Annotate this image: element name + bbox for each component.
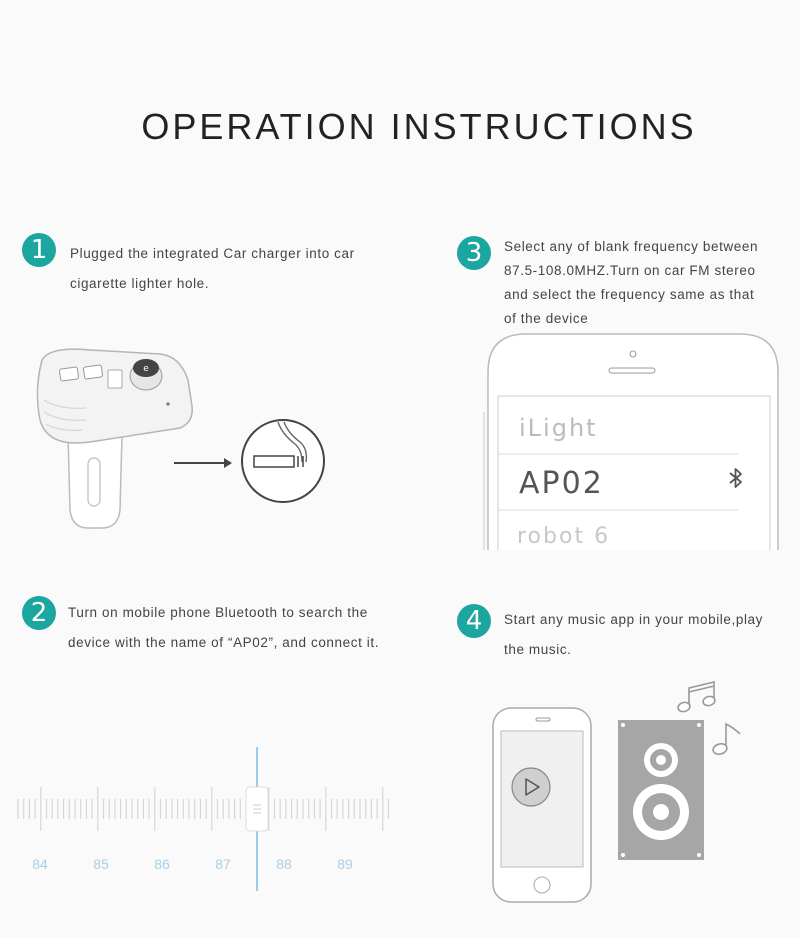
- step-4-line-2: the music.: [504, 642, 572, 657]
- step-3-text: [504, 235, 758, 331]
- step-1-badge: 1: [22, 233, 56, 267]
- speaker-icon: [618, 720, 704, 860]
- frequency-tick-label: 89: [337, 856, 353, 872]
- step-3-line-4: of the device: [504, 311, 589, 326]
- frequency-tick-label: 84: [32, 856, 48, 872]
- car-charger-icon: [30, 340, 200, 530]
- play-icon[interactable]: [511, 767, 551, 807]
- step-2-line-2: device with the name of “AP02”, and connect it.: [68, 635, 380, 650]
- page-title: OPERATION INSTRUCTIONS: [141, 106, 697, 148]
- frequency-tick-label: 85: [93, 856, 109, 872]
- step-4-text: [504, 605, 763, 665]
- bluetooth-icon: [728, 467, 744, 489]
- step-3-line-2: 87.5-108.0MHZ.Turn on car FM stereo: [504, 263, 756, 278]
- svg-text:e: e: [143, 364, 149, 374]
- frequency-tick-label: 87: [215, 856, 231, 872]
- step-1-line-1: Plugged the integrated Car charger into car: [70, 246, 355, 261]
- bluetooth-item-robot6[interactable]: robot 6: [517, 524, 611, 549]
- step-4-line-1: Start any music app in your mobile,play: [504, 612, 764, 627]
- step-2-text: [68, 598, 379, 658]
- cigarette-socket-icon: [240, 418, 326, 504]
- step-4-badge: 4: [457, 604, 491, 638]
- bluetooth-item-ap02[interactable]: AP02: [519, 466, 604, 501]
- step-3-line-3: and select the frequency same as that: [504, 287, 755, 302]
- step-3-badge: 3: [457, 236, 491, 270]
- step-3-line-1: Select any of blank frequency between: [504, 239, 759, 254]
- frequency-tick-label: 88: [276, 856, 292, 872]
- step-2-line-1: Turn on mobile phone Bluetooth to search the: [68, 605, 368, 620]
- arrow-icon: [174, 456, 234, 470]
- step-1-text: [70, 239, 355, 299]
- bluetooth-item-ilight[interactable]: iLight: [519, 414, 598, 442]
- frequency-tuner[interactable]: [0, 745, 420, 895]
- music-note-icon: [676, 680, 724, 716]
- step-1-line-2: cigarette lighter hole.: [70, 276, 210, 291]
- step-2-badge: 2: [22, 596, 56, 630]
- music-note-icon: [710, 722, 746, 758]
- frequency-tick-label: 86: [154, 856, 170, 872]
